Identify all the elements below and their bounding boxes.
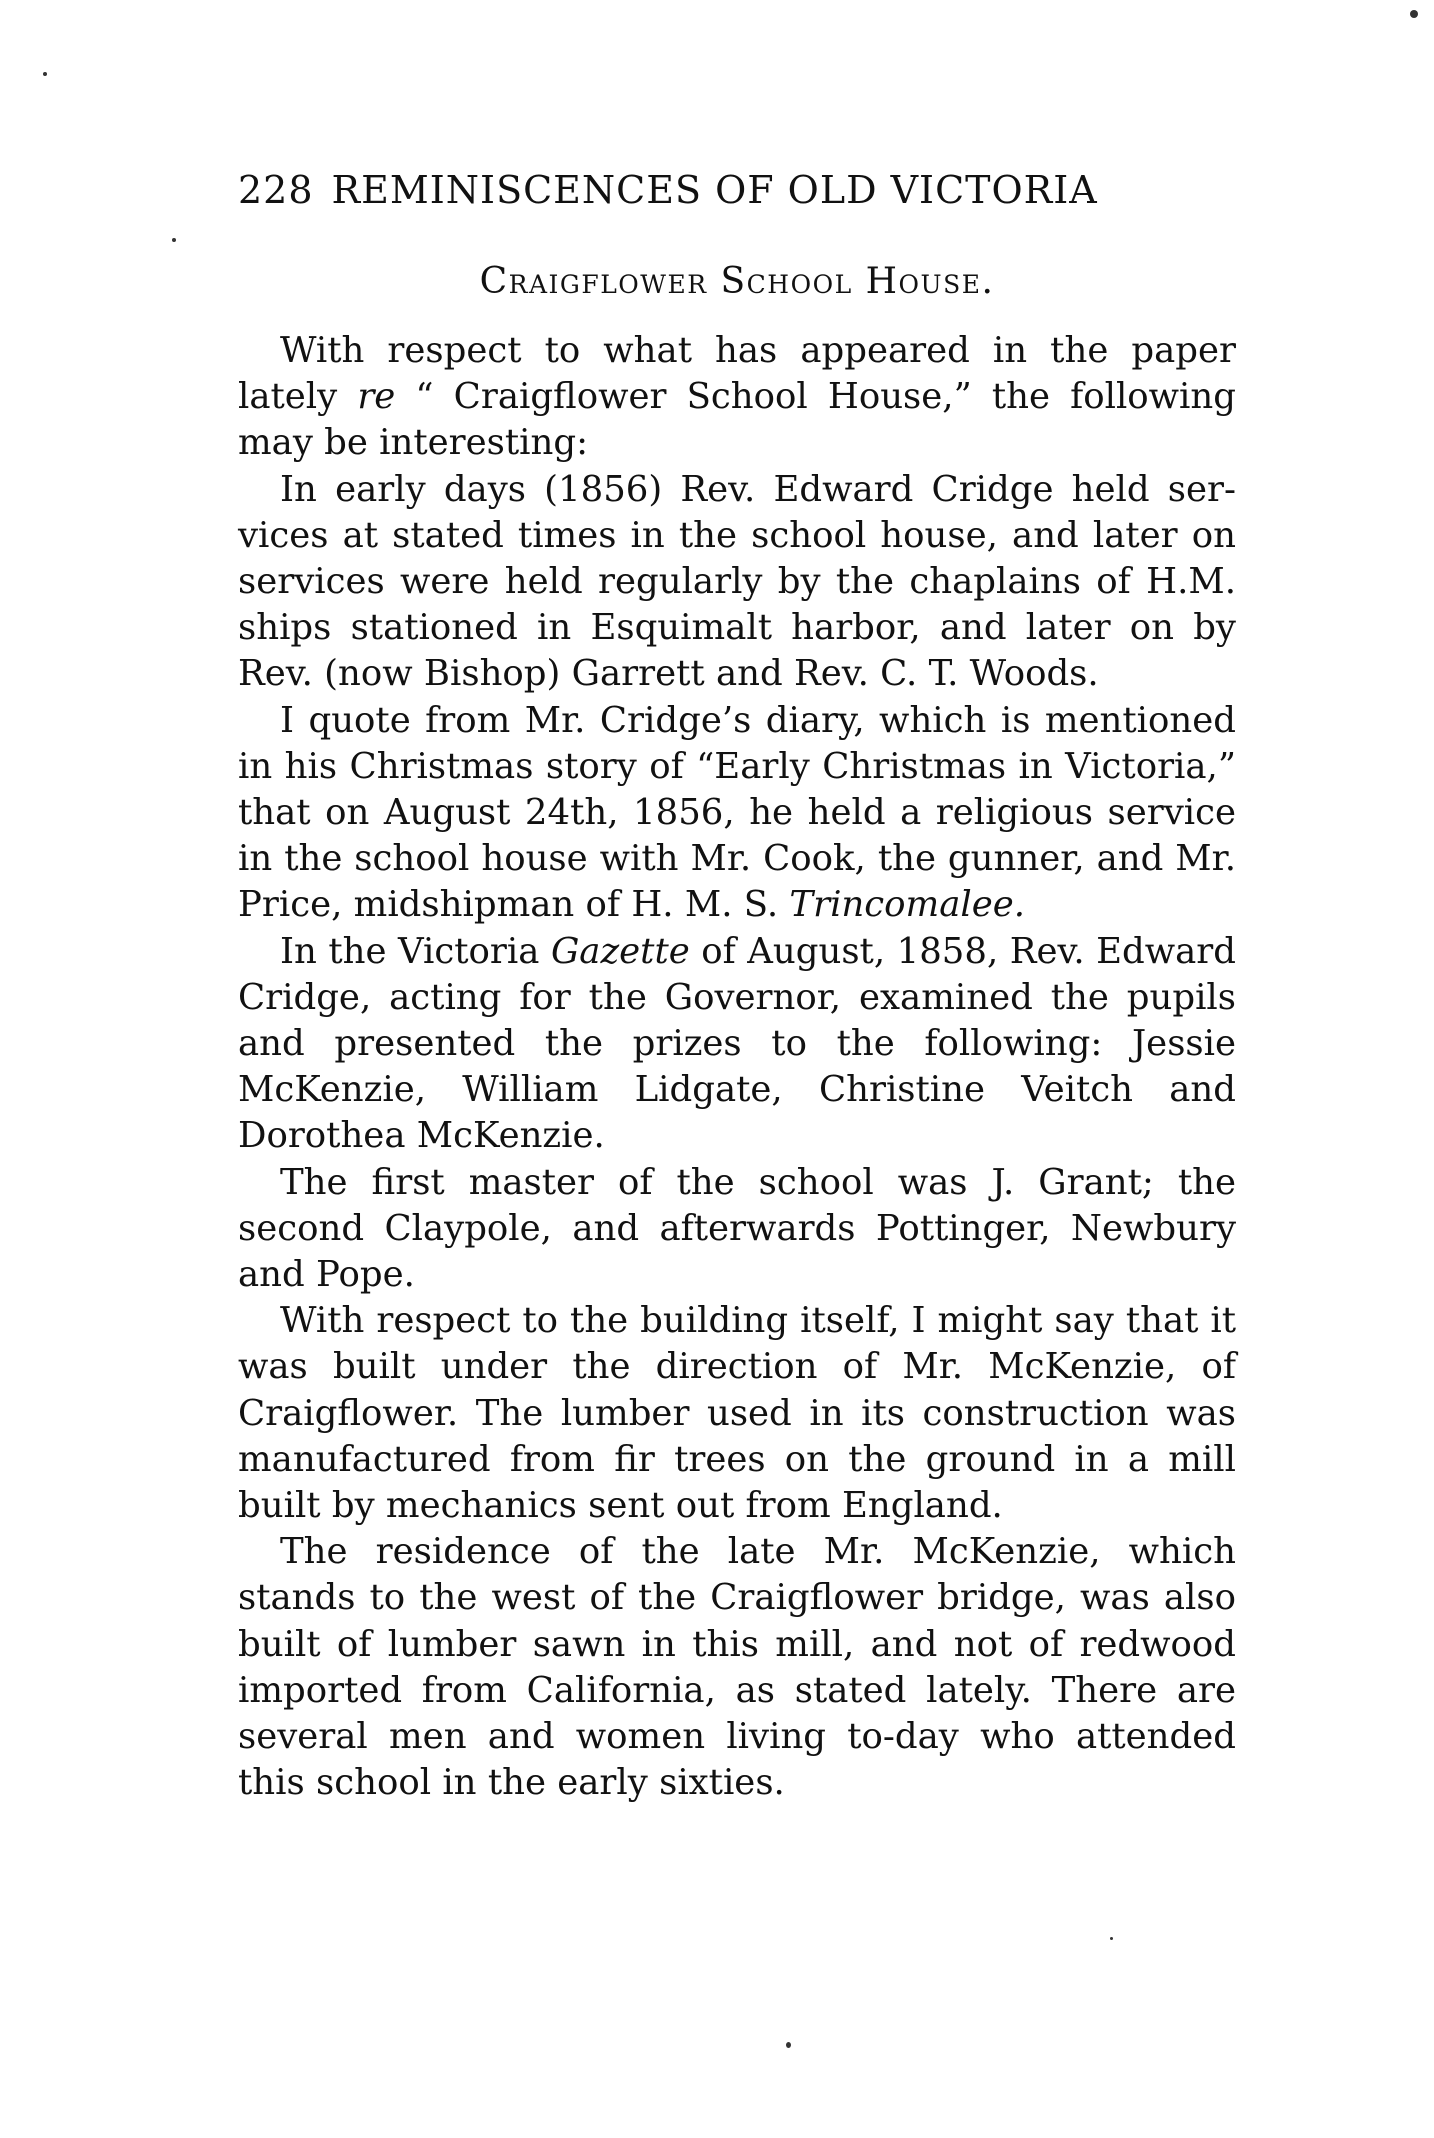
running-header: [238, 164, 1236, 216]
paragraph-3-text: I quote from Mr. Cridge’s diary, which is mentioned in his Christmas story of “Early Christmas in Victoria,” that on August 24th, 1856, he held a religious service in the school house with Mr. Cook, the gunner, and Mr. Price, midshipman of H. M. S.: [238, 699, 1236, 926]
paragraph-1: [238, 328, 1236, 467]
paragraph-6: With respect to the building itself, I might say that it was built under the direction of Mr. McKenzie, of Craigflower. The lumber used in its construction was manufactured from fir trees on the ground in a mill built by mechanics sent out from England.: [238, 1300, 1236, 1527]
scan-speck: [786, 2042, 791, 2048]
scan-speck: [1110, 1937, 1113, 1940]
section-title: Craigflower School House.: [479, 261, 995, 302]
paragraph-2: In early days (1856) Rev. Edward Cridge held services at stated times in the school house, and later on services were held regularly by the chaplains of H.M. ships stationed in Esquimalt harbor, and later on by Rev. (now Bishop) Garrett and Rev. C. T. Woods.: [238, 468, 1236, 695]
scan-speck: [43, 72, 47, 76]
newspaper-name: Gazette: [550, 930, 690, 972]
ship-name: Trincomalee.: [789, 884, 1026, 926]
scan-speck: [1410, 10, 1418, 18]
paragraph-4: [238, 929, 1236, 1160]
scan-speck: [172, 238, 176, 242]
paragraph-1-text-b: “ Craigflower School House,” the following may be interesting:: [238, 376, 1236, 464]
article-body: [238, 328, 1236, 1807]
paragraph-3: [238, 698, 1236, 929]
paragraph-5: The first master of the school was J. Grant; the second Claypole, and afterwards Pottinger, Newbury and Pope.: [238, 1161, 1236, 1296]
paragraph-1-text-a: With respect to what has appeared in the paper lately: [238, 330, 1236, 418]
paragraph-4-text-a: In the Victoria: [280, 930, 551, 972]
latin-re: re: [357, 376, 396, 418]
paragraph-7: The residence of the late Mr. McKenzie, which stands to the west of the Craigflower bridge, was also built of lumber sawn in this mill, and not of redwood imported from California, as stated lately. There are several men and women living to-day who attended this school in the early sixties.: [238, 1531, 1236, 1804]
running-title: REMINISCENCES OF OLD VICTORIA: [331, 168, 1098, 212]
page-number: 228: [238, 168, 314, 212]
book-page: [238, 164, 1236, 1807]
paragraph-4-text-b: of August, 1858, Rev. Edward Cridge, acting for the Governor, examined the pupils and presented the prizes to the following: Jessie McKenzie, William Lidgate, Christine Veitch and Dorothea McKenzie.: [238, 930, 1237, 1157]
